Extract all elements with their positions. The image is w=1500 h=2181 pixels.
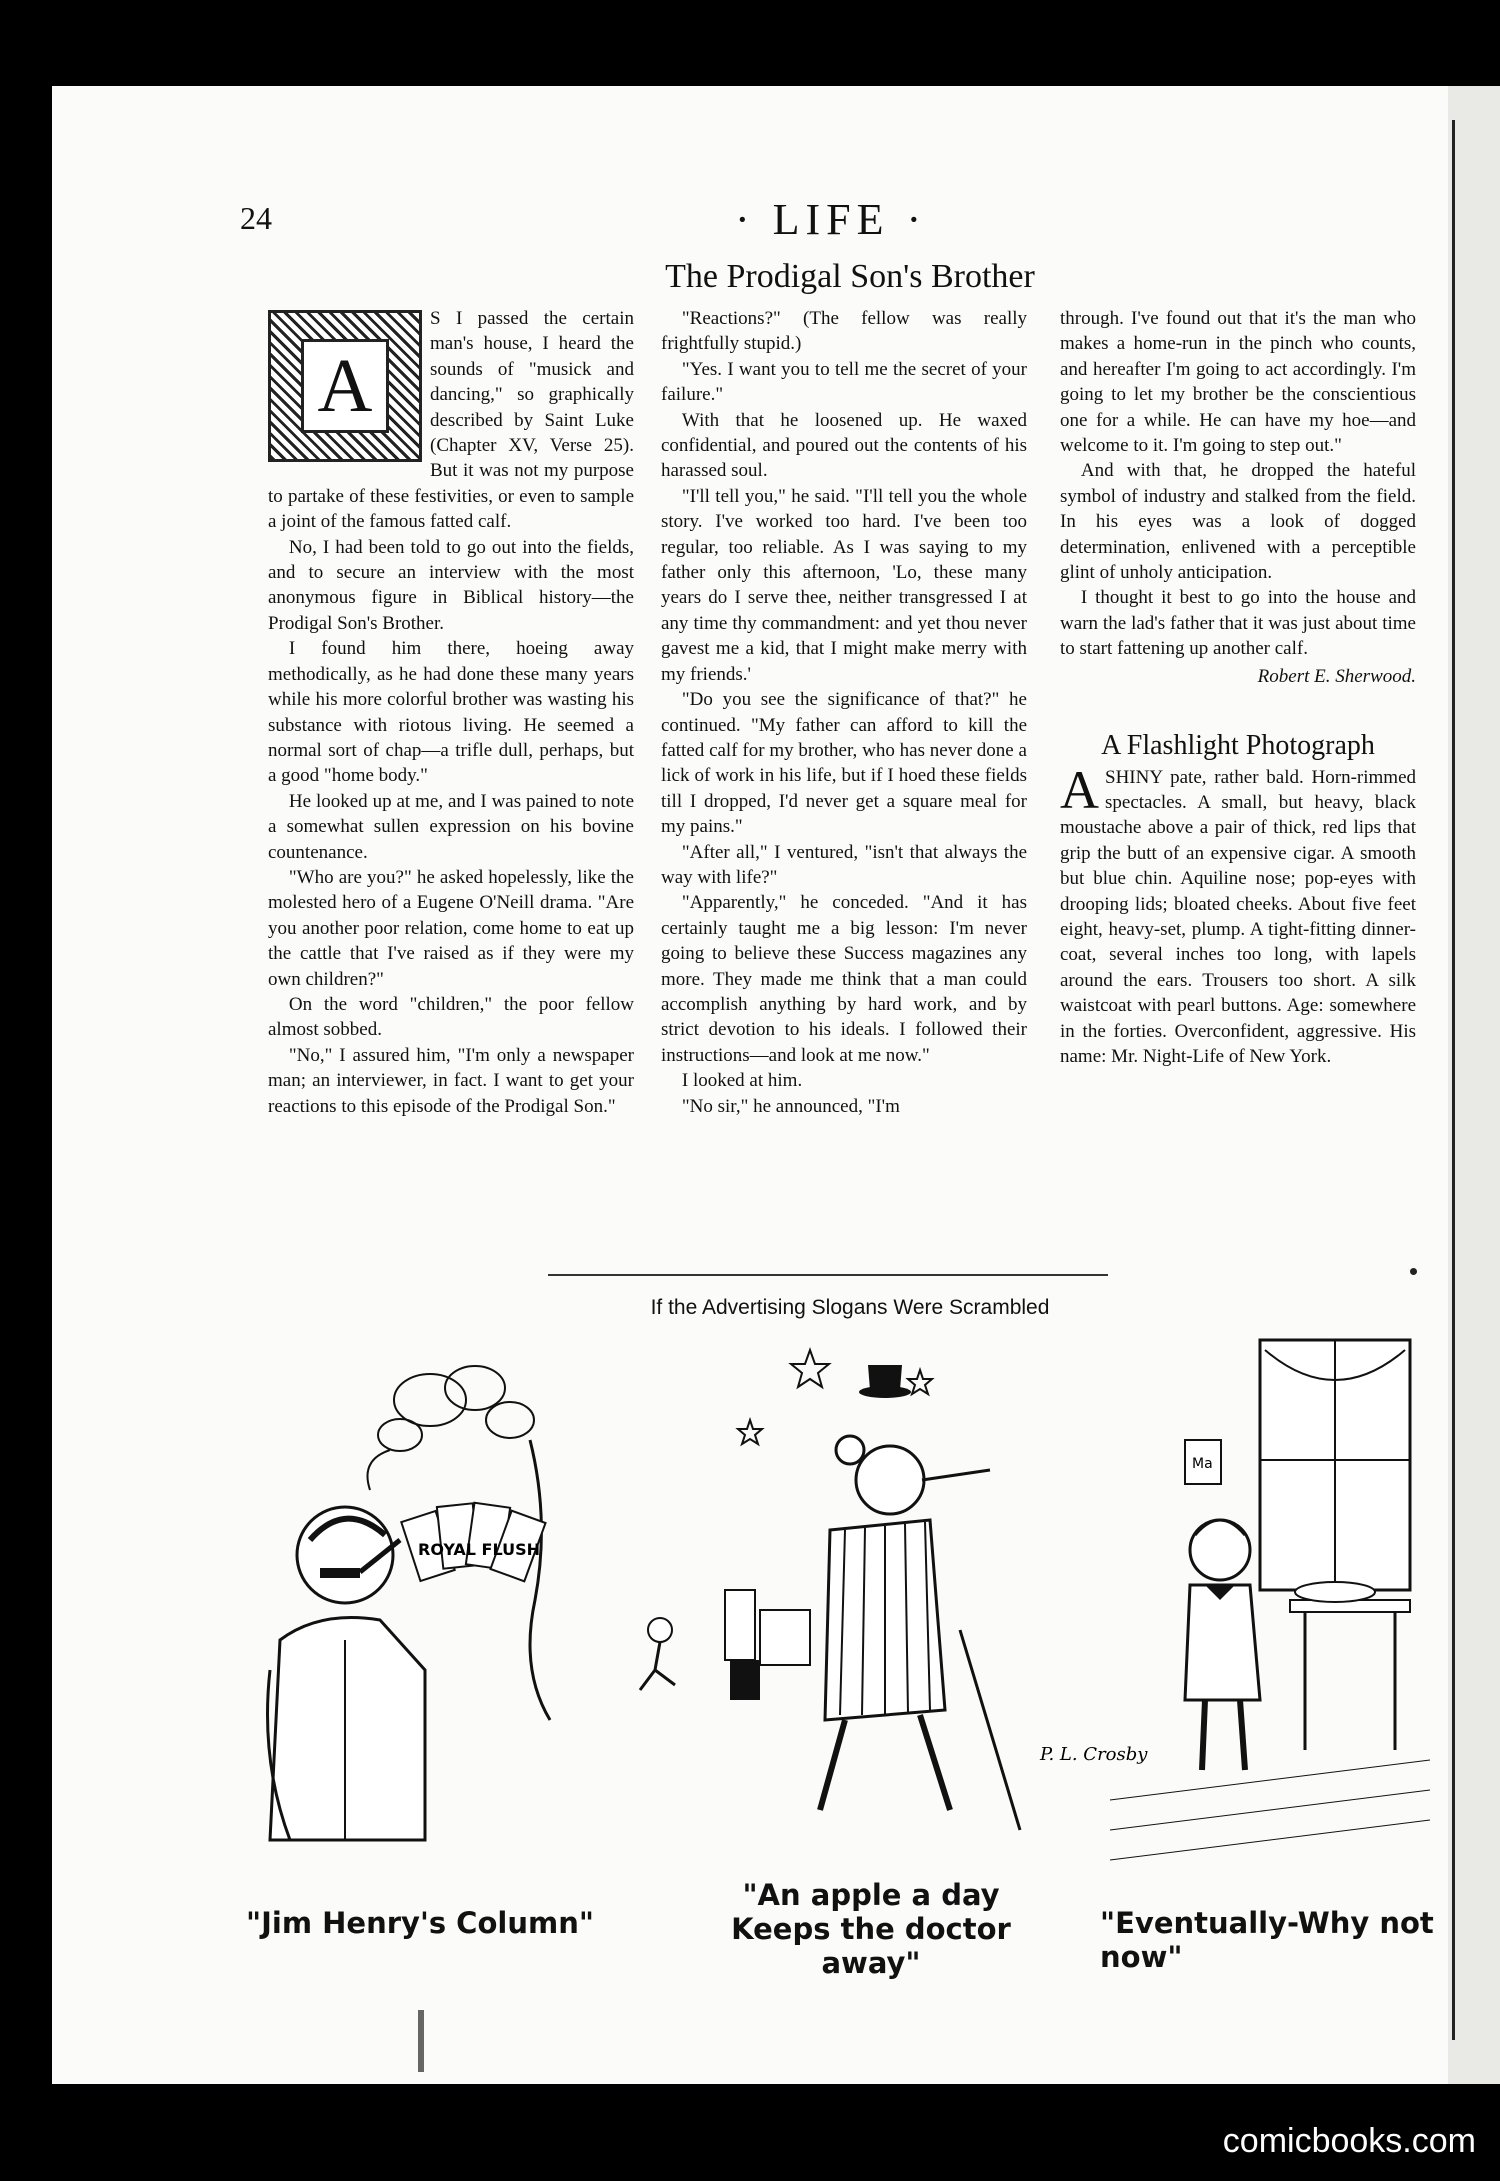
page-number: 24 [240, 200, 272, 236]
watermark: comicbooks.com [1222, 2122, 1476, 2160]
section-divider [548, 1274, 1108, 1276]
masthead: · LIFE · [735, 195, 928, 244]
paragraph: through. I've found out that it's the man who makes a home-run in the pinch who counts, and hereafter I'm going to act accordingly. I'm going to let my brother be the conscientious one for a while. He can have my hoe—and welcome to it. I'm going to step out." [1060, 308, 1416, 457]
article-column-3 [1060, 306, 1416, 1069]
paragraph: "Reactions?" (The fellow was really frightfully stupid.) [661, 308, 1027, 355]
boy-legs [1202, 1700, 1245, 1770]
curtain-edge [530, 1440, 550, 1720]
paragraph: He looked up at me, and I was pained to note a somewhat sullen expression on his bovine countenance. [268, 790, 634, 863]
paragraph: No, I had been told to go out into the fields, and to secure an interview with the most anonymous figure in Biblical history—the Prodigal Son's Brother. [268, 536, 634, 634]
paragraph: "Apparently," he conceded. "And it has certainly taught me a big lesson: I'm never going to believe these Success magazines any more. They made me think that a man could accomplish anything by hard work, and by strict devotion to his ideals. I followed their instructions—and look at me now." [661, 892, 1027, 1066]
article-title: The Prodigal Son's Brother [665, 258, 1035, 295]
dazed-man-legs [820, 1715, 950, 1810]
adjacent-page-edge [1448, 86, 1500, 2084]
article-byline: Robert E. Sherwood. [1257, 665, 1416, 687]
picket-fence [760, 1610, 810, 1665]
article-column-1 [268, 306, 634, 1119]
pie-icon [1295, 1582, 1375, 1602]
wall-sign-text: Ma [1192, 1456, 1213, 1472]
sidebar-title: A Flashlight Photograph [1101, 730, 1375, 762]
page-fold-line [1452, 120, 1455, 2040]
cartoon-panel-1 [250, 1340, 650, 1880]
artist-signature: P. L. Crosby [1040, 1744, 1148, 1765]
sidebar-paragraph [1060, 759, 1416, 1070]
sidebar-initial: A [1060, 759, 1099, 820]
paragraph: S I passed the certain man's house, I heard the sounds of "musick and dancing," so graphically described by Saint Luke (Chapter XV, Verse 25). But it was not my purpose to partake of these festivities, or even to sample a joint of the famous fatted calf. [268, 308, 634, 533]
paragraph: "I'll tell you," he said. "I'll tell you the whole story. I've worked too hard. I've been too regular, too reliable. As I was saying to my father only this afternoon, 'Lo, these many years do I serve thee, neither transgressed I at any time thy commandment: and yet thou never gavest me a kid, that I might make merry with my friends.' [661, 485, 1027, 685]
cartoon-title: If the Advertising Slogans Were Scrambled [650, 1296, 1050, 1319]
paragraph: And with that, he dropped the hateful symbol of industry and stalked from the field. In his eyes was a look of dogged determination, enlivened with a perceptible glint of unholy anticipation. [1060, 460, 1416, 584]
sidebar-body: SHINY pate, rather bald. Horn-rimmed spectacles. A small, but heavy, black moustache above a pair of thick, red lips that grip the butt of an expensive cigar. A smooth but blue chin. Aquiline nose; pop-eyes with drooping lids; bloated cheeks. About five feet eight, heavy-set, plump. A tight-fitting dinner-coat, several inches too long, with lapels around the ears. Trousers too short. A silk waistcoat with pearl buttons. Age: somewhere in the forties. Overconfident, aggressive. His name: Mr. Night-Life of New York. [1060, 766, 1416, 1067]
running-boy [648, 1618, 672, 1642]
paragraph: "Do you see the significance of that?" he continued. "My father can afford to kill the fatted calf for my brother, who has never done a lick of work in his life, but if I hoed these fields till I dropped, I'd never get a square meal for my pains." [661, 689, 1027, 838]
paragraph: I thought it best to go into the house and warn the lad's father that it was just about time to start fattening up another calf. [1060, 587, 1416, 660]
paragraph: On the word "children," the poor fellow almost sobbed. [268, 993, 634, 1041]
caption-panel-1: "Jim Henry's Column" [246, 1906, 594, 1940]
cigar-icon [922, 1470, 990, 1480]
caption-panel-2 [706, 1878, 1036, 1980]
paragraph: "Who are you?" he asked hopelessly, like the molested hero of a Eugene O'Neill drama. "Are you another poor relation, come home to eat up the cattle that I've raised as if they were my own children?" [268, 866, 634, 990]
drop-cap-letter: A [301, 339, 389, 433]
man-jacket [270, 1618, 425, 1841]
caption-panel-2-line-2: Keeps the doctor away" [731, 1912, 1011, 1980]
man-moustache [320, 1568, 360, 1578]
caption-panel-2-line-1: "An apple a day [742, 1878, 1000, 1912]
paragraph: "No," I assured him, "I'm only a newspaper man; an interviewer, in fact. I want to get your reactions to this episode of the Prodigal Son." [268, 1044, 634, 1117]
smoke-icon [368, 1366, 535, 1490]
paragraph: I looked at him. [681, 1070, 803, 1092]
apple-icon [836, 1436, 864, 1464]
ornamental-drop-cap [268, 310, 422, 462]
decorative-dot [1410, 1268, 1417, 1275]
fence-post [725, 1590, 755, 1660]
cards-text: ROYAL FLUSH [418, 1540, 541, 1559]
stars-icon [738, 1350, 932, 1444]
article-column-2 [661, 306, 1027, 1119]
paragraph: "No sir," he announced, "I'm [681, 1095, 900, 1117]
paragraph: I found him there, hoeing away methodically, as he had done these many years while his more colorful brother was wasting his substance with riotous living. He seemed a normal sort of chap—a trifle dull, perhaps, but a good "home body." [268, 638, 634, 787]
caption-panel-3: "Eventually-Why not now" [1100, 1906, 1434, 1974]
paragraph: With that he loosened up. He waxed confidential, and poured out the contents of his harassed soul. [661, 409, 1027, 482]
paragraph: "Yes. I want you to tell me the secret of your failure." [661, 358, 1027, 406]
cartoon-panel-2 [600, 1330, 1080, 1870]
doctor-bag-icon [730, 1660, 760, 1700]
paragraph: "After all," I ventured, "isn't that always the way with life?" [661, 841, 1027, 888]
boy-body [1185, 1585, 1260, 1700]
paper-scrap [418, 2010, 424, 2072]
cane-icon [960, 1630, 1020, 1830]
dazed-man-head [856, 1446, 924, 1514]
cartoon-panel-3 [1040, 1330, 1430, 1870]
